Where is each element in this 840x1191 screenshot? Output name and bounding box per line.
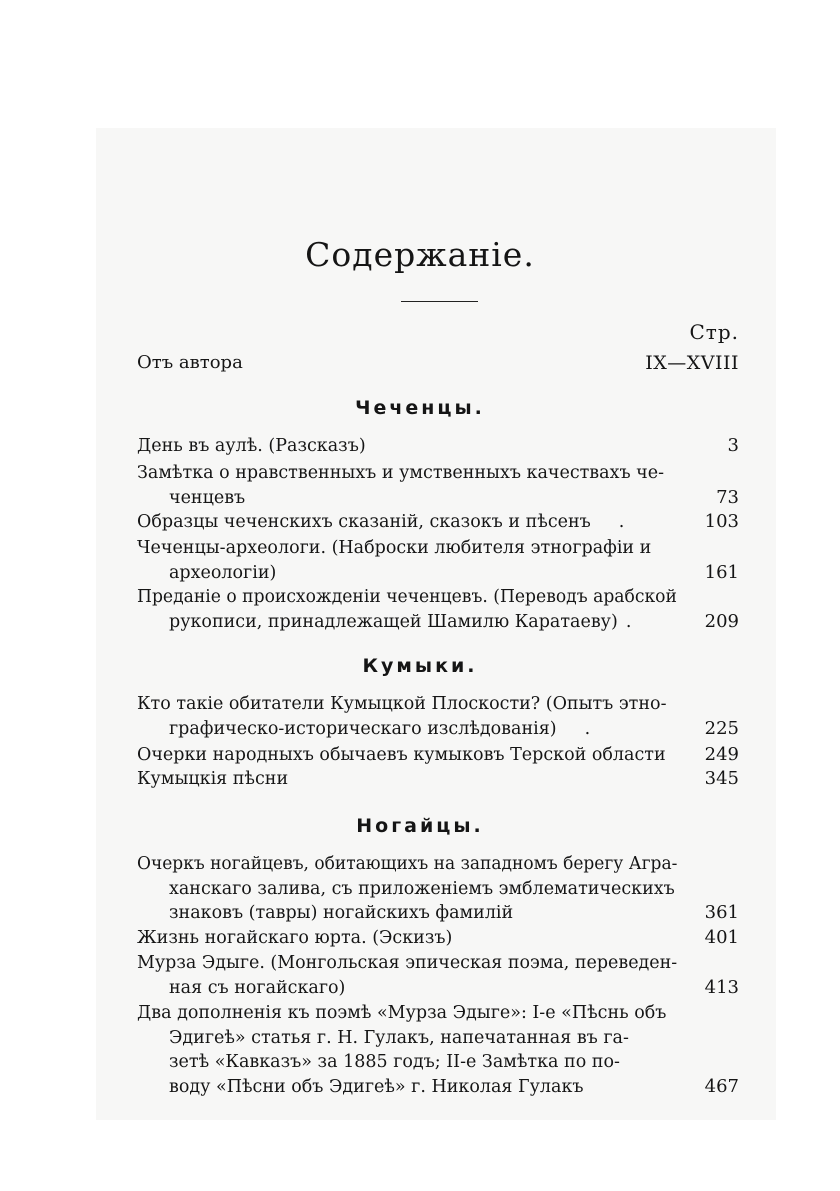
entry-page: 209 xyxy=(704,610,739,632)
page-column-label: Стр. xyxy=(689,320,739,344)
entry-line: ченцевъ xyxy=(169,487,246,508)
toc-entry xyxy=(137,743,739,768)
section-heading-chechentsy: Чеченцы. xyxy=(355,397,485,419)
entry-page: 225 xyxy=(704,717,739,739)
entry-line: воду «Пѣсни объ Эдигеѣ» г. Николая Гулакъ xyxy=(169,1076,584,1097)
entry-line: Преданіе о происхожденіи чеченцевъ. (Переводъ арабской xyxy=(137,587,677,607)
entry-line: Кумыцкія пѣсни xyxy=(137,769,289,789)
toc-entry xyxy=(137,951,739,1000)
title-rule xyxy=(401,301,478,302)
entry-page: 73 xyxy=(716,486,739,508)
entry-line: знаковъ (тавры) ногайскихъ фамилій xyxy=(169,903,514,923)
toc-entry xyxy=(137,852,739,926)
entry-page: 401 xyxy=(704,927,739,948)
entry-line: Жизнь ногайскаго юрта. (Эскизъ) xyxy=(137,928,453,948)
entry-page: 249 xyxy=(704,744,739,765)
entry-title: Отъ автора xyxy=(137,352,243,373)
toc-entry xyxy=(137,926,739,951)
entry-page: 413 xyxy=(704,976,739,998)
leader-dot: . xyxy=(618,512,625,532)
entry-line: Кто такіе обитатели Кумыцкой Плоскости? (Опытъ этно- xyxy=(137,694,667,714)
entry-page: IX—XVIII xyxy=(645,352,739,374)
section-heading-kumyki: Кумыки. xyxy=(362,655,478,677)
toc-entry xyxy=(137,767,739,792)
leader-dot: . xyxy=(625,611,632,632)
entry-line: рукописи, принадлежащей Шамилю Каратаеву) xyxy=(169,611,618,632)
entry-line: Мурза Эдыге. (Монгольская эпическая поэма, переведен- xyxy=(137,953,678,973)
entry-line: Очеркъ ногайцевъ, обитающихъ на западномъ берегу Агра- xyxy=(137,854,678,874)
toc-entry xyxy=(137,510,739,535)
toc-entry xyxy=(137,585,739,634)
toc-entry xyxy=(137,1001,739,1099)
entry-page: 103 xyxy=(704,511,739,532)
entry-page: 467 xyxy=(704,1075,739,1097)
entry-page: 3 xyxy=(727,435,739,456)
entry-line: археологіи) xyxy=(169,562,277,583)
toc-entry xyxy=(137,536,739,585)
entry-page: 161 xyxy=(704,561,739,583)
entry-line: Замѣтка о нравственныхъ и умственныхъ качествахъ че- xyxy=(137,463,664,483)
toc-entry xyxy=(137,692,739,741)
entry-line: Очерки народныхъ обычаевъ кумыковъ Терской области xyxy=(137,745,666,765)
entry-line: Эдигеѣ» статья г. Н. Гулакъ, напечатанная въ га- xyxy=(169,1027,629,1048)
entry-line: Два дополненія къ поэмѣ «Мурза Эдыге»: I-е «Пѣснь объ xyxy=(137,1003,667,1023)
author-entry xyxy=(137,352,739,373)
toc-entry xyxy=(137,434,739,459)
entry-page: 345 xyxy=(704,768,739,789)
toc-entry xyxy=(137,461,739,510)
leader-dot: . xyxy=(584,718,591,739)
section-heading-nogaitsy: Ногайцы. xyxy=(356,815,484,837)
entry-line: ная съ ногайскаго) xyxy=(169,977,346,998)
entry-line: ханскаго залива, съ приложеніемъ эмблематическихъ xyxy=(169,878,675,899)
entry-line: Образцы чеченскихъ сказаній, сказокъ и пѣсенъ xyxy=(137,512,591,532)
page-title: Содержаніе. xyxy=(305,235,535,274)
entry-line: зетѣ «Кавказъ» за 1885 годъ; II-е Замѣтка по по- xyxy=(169,1052,620,1072)
entry-line: графическо-историческаго изслѣдованія) xyxy=(169,718,557,739)
entry-page: 361 xyxy=(704,902,739,923)
entry-line: Чеченцы-археологи. (Наброски любителя этнографіи и xyxy=(137,538,652,558)
entry-line: День въ аулѣ. (Разсказъ) xyxy=(137,436,366,456)
